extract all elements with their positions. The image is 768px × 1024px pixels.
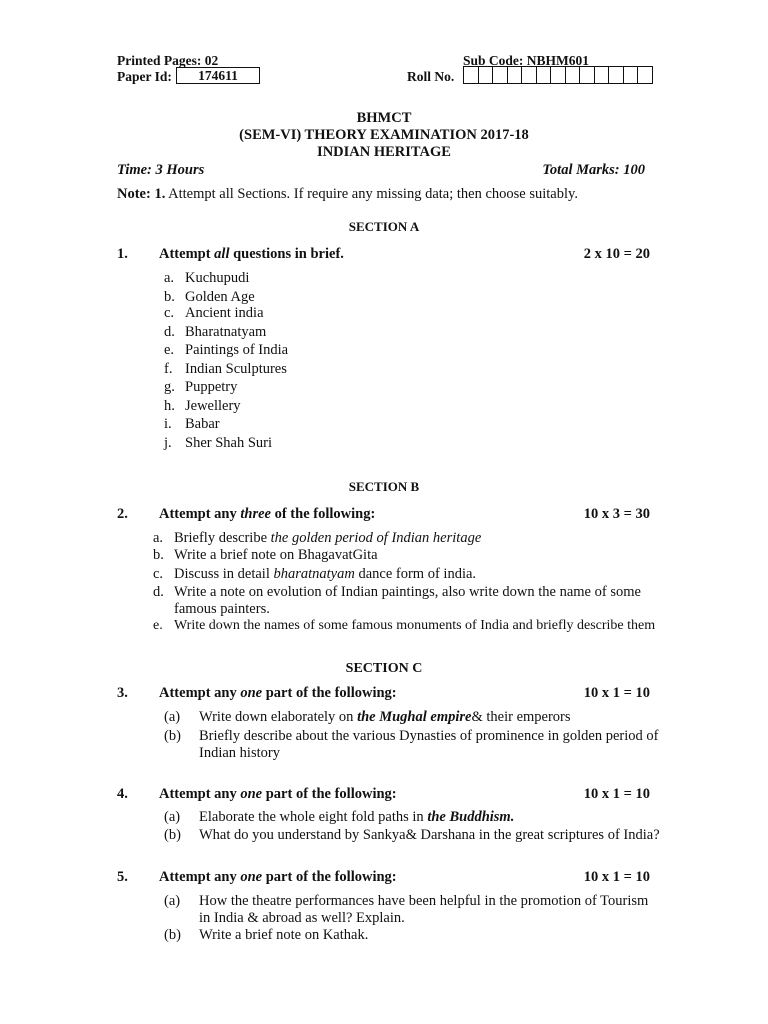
item-letter: d. [153,584,164,600]
roll-no-cell[interactable] [624,67,639,83]
question-1-number: 1. [117,246,128,262]
title-program: BHMCT [356,110,412,126]
roll-no-boxes[interactable] [463,66,653,84]
list-item [164,416,220,433]
title-exam: (SEM-VI) THEORY EXAMINATION 2017-18 [239,127,529,143]
item-text: Babar [185,416,220,432]
section-a-title: SECTION A [348,219,420,234]
item-letter: h. [164,398,175,414]
q4a-pre: Elaborate the whole eight fold paths in [199,809,428,825]
roll-no-cell[interactable] [638,67,652,83]
item-post: dance form of india. [354,566,477,582]
list-item [164,305,264,322]
q5-part-a-label: (a) [164,893,181,909]
question-2-number: 2. [117,506,128,522]
list-item [153,530,481,547]
paper-id-label: Paper Id: [117,69,172,84]
item-pre: Write a note on evolution of Indian paintings, also write down the name of some [174,584,641,600]
q5-part-a-line2: in India & abroad as well? Explain. [199,910,405,926]
q4-part-b-label: (b) [164,827,181,843]
sub-code: Sub Code: NBHM601 [463,53,590,68]
note-text: Attempt all Sections. If require any missing data; then choose suitably. [168,186,578,202]
q2-em: three [240,506,271,522]
title-subject: INDIAN HERITAGE [317,144,451,160]
item-letter: e. [164,342,175,358]
question-4-instruction [159,786,397,803]
q1-post: questions in brief. [229,246,344,262]
q4-pre: Attempt any [159,786,241,802]
roll-no-cell[interactable] [464,67,479,83]
q1-em: all [214,246,230,262]
list-item [153,584,641,601]
q3a-pre: Write down elaborately on [199,709,358,725]
item-letter: b. [153,547,164,563]
q4-part-b-text: What do you understand by Sankya& Darshana in the great scriptures of India? [199,827,660,843]
q3-part-b-label: (b) [164,728,181,744]
q5-part-b-label: (b) [164,927,181,943]
item-letter: a. [164,270,175,286]
roll-no-cell[interactable] [493,67,508,83]
question-4-marks: 10 x 1 = 10 [583,786,650,802]
item-text: Sher Shah Suri [185,435,272,451]
list-item [153,566,476,583]
q4-part-a-text [199,809,514,826]
total-marks: Total Marks: 100 [542,162,645,178]
q2-pre: Attempt any [159,506,241,522]
q4a-strong: the Buddhism. [427,809,515,825]
item-pre: Discuss in detail [174,566,274,582]
question-4-number: 4. [117,786,128,802]
roll-no-cell[interactable] [551,67,566,83]
roll-no-cell[interactable] [580,67,595,83]
time-allowed: Time: 3 Hours [117,162,205,178]
roll-no-cell[interactable] [566,67,581,83]
section-b-title: SECTION B [348,479,420,494]
item-letter: a. [153,530,164,546]
list-item [164,435,272,452]
list-item-continuation: famous painters. [174,601,270,617]
q1-pre: Attempt [159,246,215,262]
q3a-post: & their emperors [471,709,571,725]
q3-part-b-line1: Briefly describe about the various Dynasties of prominence in golden period of [199,728,659,744]
roll-no-cell[interactable] [609,67,624,83]
item-letter: b. [164,288,175,305]
item-letter: d. [164,323,175,340]
item-letter: c. [164,305,175,321]
question-1-instruction [159,246,344,263]
question-5-marks: 10 x 1 = 10 [583,869,650,885]
question-3-number: 3. [117,685,128,701]
paper-id-value: 174611 [198,68,238,83]
q5-post: part of the following: [262,869,397,885]
q4-post: part of the following: [262,786,397,802]
item-pre: Write down the names of some famous monuments of India and briefly describe them [174,618,656,633]
q5-part-b-text: Write a brief note on Kathak. [199,927,369,943]
roll-no-cell[interactable] [522,67,537,83]
item-letter: g. [164,379,175,395]
roll-no-cell[interactable] [595,67,610,83]
q3a-strong: the Mughal empire [357,709,472,725]
q3-part-b-line2: Indian history [199,745,280,761]
q5-part-a-line1: How the theatre performances have been helpful in the promotion of Tourism [199,893,649,909]
item-letter: i. [164,416,172,432]
list-item [164,379,237,396]
roll-no-cell[interactable] [479,67,494,83]
item-em: bharatnatyam [273,566,355,582]
list-item [164,398,241,415]
question-1-marks: 2 x 10 = 20 [583,246,650,262]
item-pre: Write a brief note on BhagavatGita [174,547,378,563]
list-item [164,289,255,306]
question-3-instruction [159,685,397,702]
item-em: the golden period of Indian heritage [270,530,482,546]
item-text: Bharatnatyam [185,323,267,340]
list-item [164,270,249,287]
item-text: Kuchupudi [185,270,250,286]
question-2-marks: 10 x 3 = 30 [583,506,650,522]
list-item [153,547,378,564]
item-letter: f. [164,360,173,377]
q3-em: one [240,685,263,701]
roll-no-label: Roll No. [407,69,455,84]
section-c-title: SECTION C [345,661,423,676]
q4-part-a-label: (a) [164,809,181,825]
list-item [153,618,655,634]
roll-no-cell[interactable] [508,67,523,83]
item-text: Indian Sculptures [185,360,287,377]
q5-pre: Attempt any [159,869,241,885]
question-3-marks: 10 x 1 = 10 [583,685,650,701]
q3-pre: Attempt any [159,685,241,701]
q3-part-a-text [199,709,571,726]
item-pre: Briefly describe [174,530,271,546]
paper-id-box [176,67,260,84]
note-label: Note: [117,186,151,202]
item-letter: e. [153,618,163,633]
list-item [164,361,287,378]
roll-no-cell[interactable] [537,67,552,83]
item-letter: c. [153,566,164,582]
question-5-number: 5. [117,869,128,885]
item-text: Ancient india [185,305,264,321]
q2-post: of the following: [270,506,376,522]
note-line [117,186,578,203]
item-text: Golden Age [185,288,255,305]
question-2-instruction [159,506,375,523]
q5-em: one [240,869,263,885]
item-letter: j. [164,435,172,451]
item-text: Jewellery [185,398,241,414]
q3-post: part of the following: [262,685,397,701]
item-text: Paintings of India [185,342,289,358]
q3-part-a-label: (a) [164,709,181,725]
question-5-instruction [159,869,397,886]
list-item [164,342,288,359]
item-text: Puppetry [185,379,238,395]
note-number: 1. [154,186,166,202]
q4-em: one [240,786,263,802]
printed-pages: Printed Pages: 02 [117,53,219,68]
list-item [164,324,266,341]
